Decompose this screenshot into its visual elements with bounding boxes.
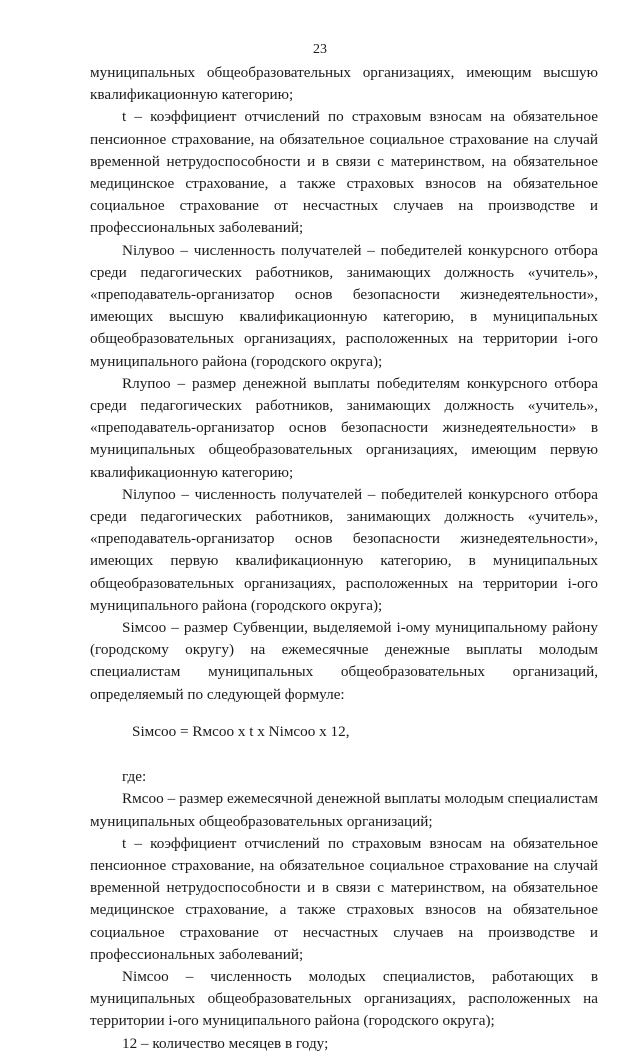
definition-nimsoo: Niмсоо – численность молодых специалистов, работающих в муниципальных общеобразовательных организациях, расположенных на территории i-ого муниципального района (городского округа);: [90, 967, 598, 1030]
paragraph-coefficient-t: t – коэффициент отчислений по страховым взносам на обязательное пенсионное страхование, на обязательное социальное страхование на случай временной нетрудоспособности и в связи с материнством, на обязательное медицинское страхование, а также страховых взносов на обязательное социальное страхование от несчастных случаев на производстве и профессиональных заболеваний;: [90, 108, 598, 237]
definition-rmsoo: Rмсоо – размер ежемесячной денежной выплаты молодым специалистам муниципальных общеобразовательных организаций;: [90, 790, 598, 830]
page-number: 23: [313, 42, 327, 57]
body-text: [90, 62, 598, 1055]
paragraph-rlupoo: Rлупоо – размер денежной выплаты победителям конкурсного отбора среди педагогических работников, занимающих должность «учитель», «преподаватель-организатор основ безопасности жизнедеятельности» в муниципальных общеобразовательных организациях, имеющим первую квалификационную категорию;: [90, 374, 598, 481]
paragraph-continuation: муниципальных общеобразовательных организациях, имеющим высшую квалификационную категорию;: [90, 64, 598, 104]
definition-months: 12 – количество месяцев в году;: [122, 1034, 329, 1052]
paragraph-niluvoo: Niлувоо – численность получателей – победителей конкурсного отбора среди педагогических работников, занимающих должность «учитель», «преподаватель-организатор основ безопасности жизнедеятельности», имеющих высшую квалификационную категорию, в муниципальных общеобразовательных организациях, расположенных на территории i-ого муниципального района (городского округа);: [90, 241, 598, 370]
where-label: где:: [122, 768, 147, 786]
formula: Siмсоо = Rмсоо x t x Niмсоо x 12,: [132, 722, 350, 740]
definition-coefficient-t: t – коэффициент отчислений по страховым взносам на обязательное пенсионное страхование, на обязательное социальное страхование на случай временной нетрудоспособности и в связи с материнством, на обязательное медицинское страхование, а также страховых взносов на обязательное социальное страхование от несчастных случаев на производстве и профессиональных заболеваний;: [90, 834, 598, 963]
paragraph-simsoo: Siмсоо – размер Субвенции, выделяемой i-ому муниципальному району (городскому округу) на ежемесячные денежные выплаты молодым специалистам муниципальных общеобразовательных организаций, определяемый по следующей формуле:: [90, 619, 598, 703]
paragraph-nilupoo: Niлупоо – численность получателей – победителей конкурсного отбора среди педагогических работников, занимающих должность «учитель», «преподаватель-организатор основ безопасности жизнедеятельности», имеющих первую квалификационную категорию, в муниципальных общеобразовательных организациях, расположенных на территории i-ого муниципального района (городского округа);: [90, 485, 598, 614]
